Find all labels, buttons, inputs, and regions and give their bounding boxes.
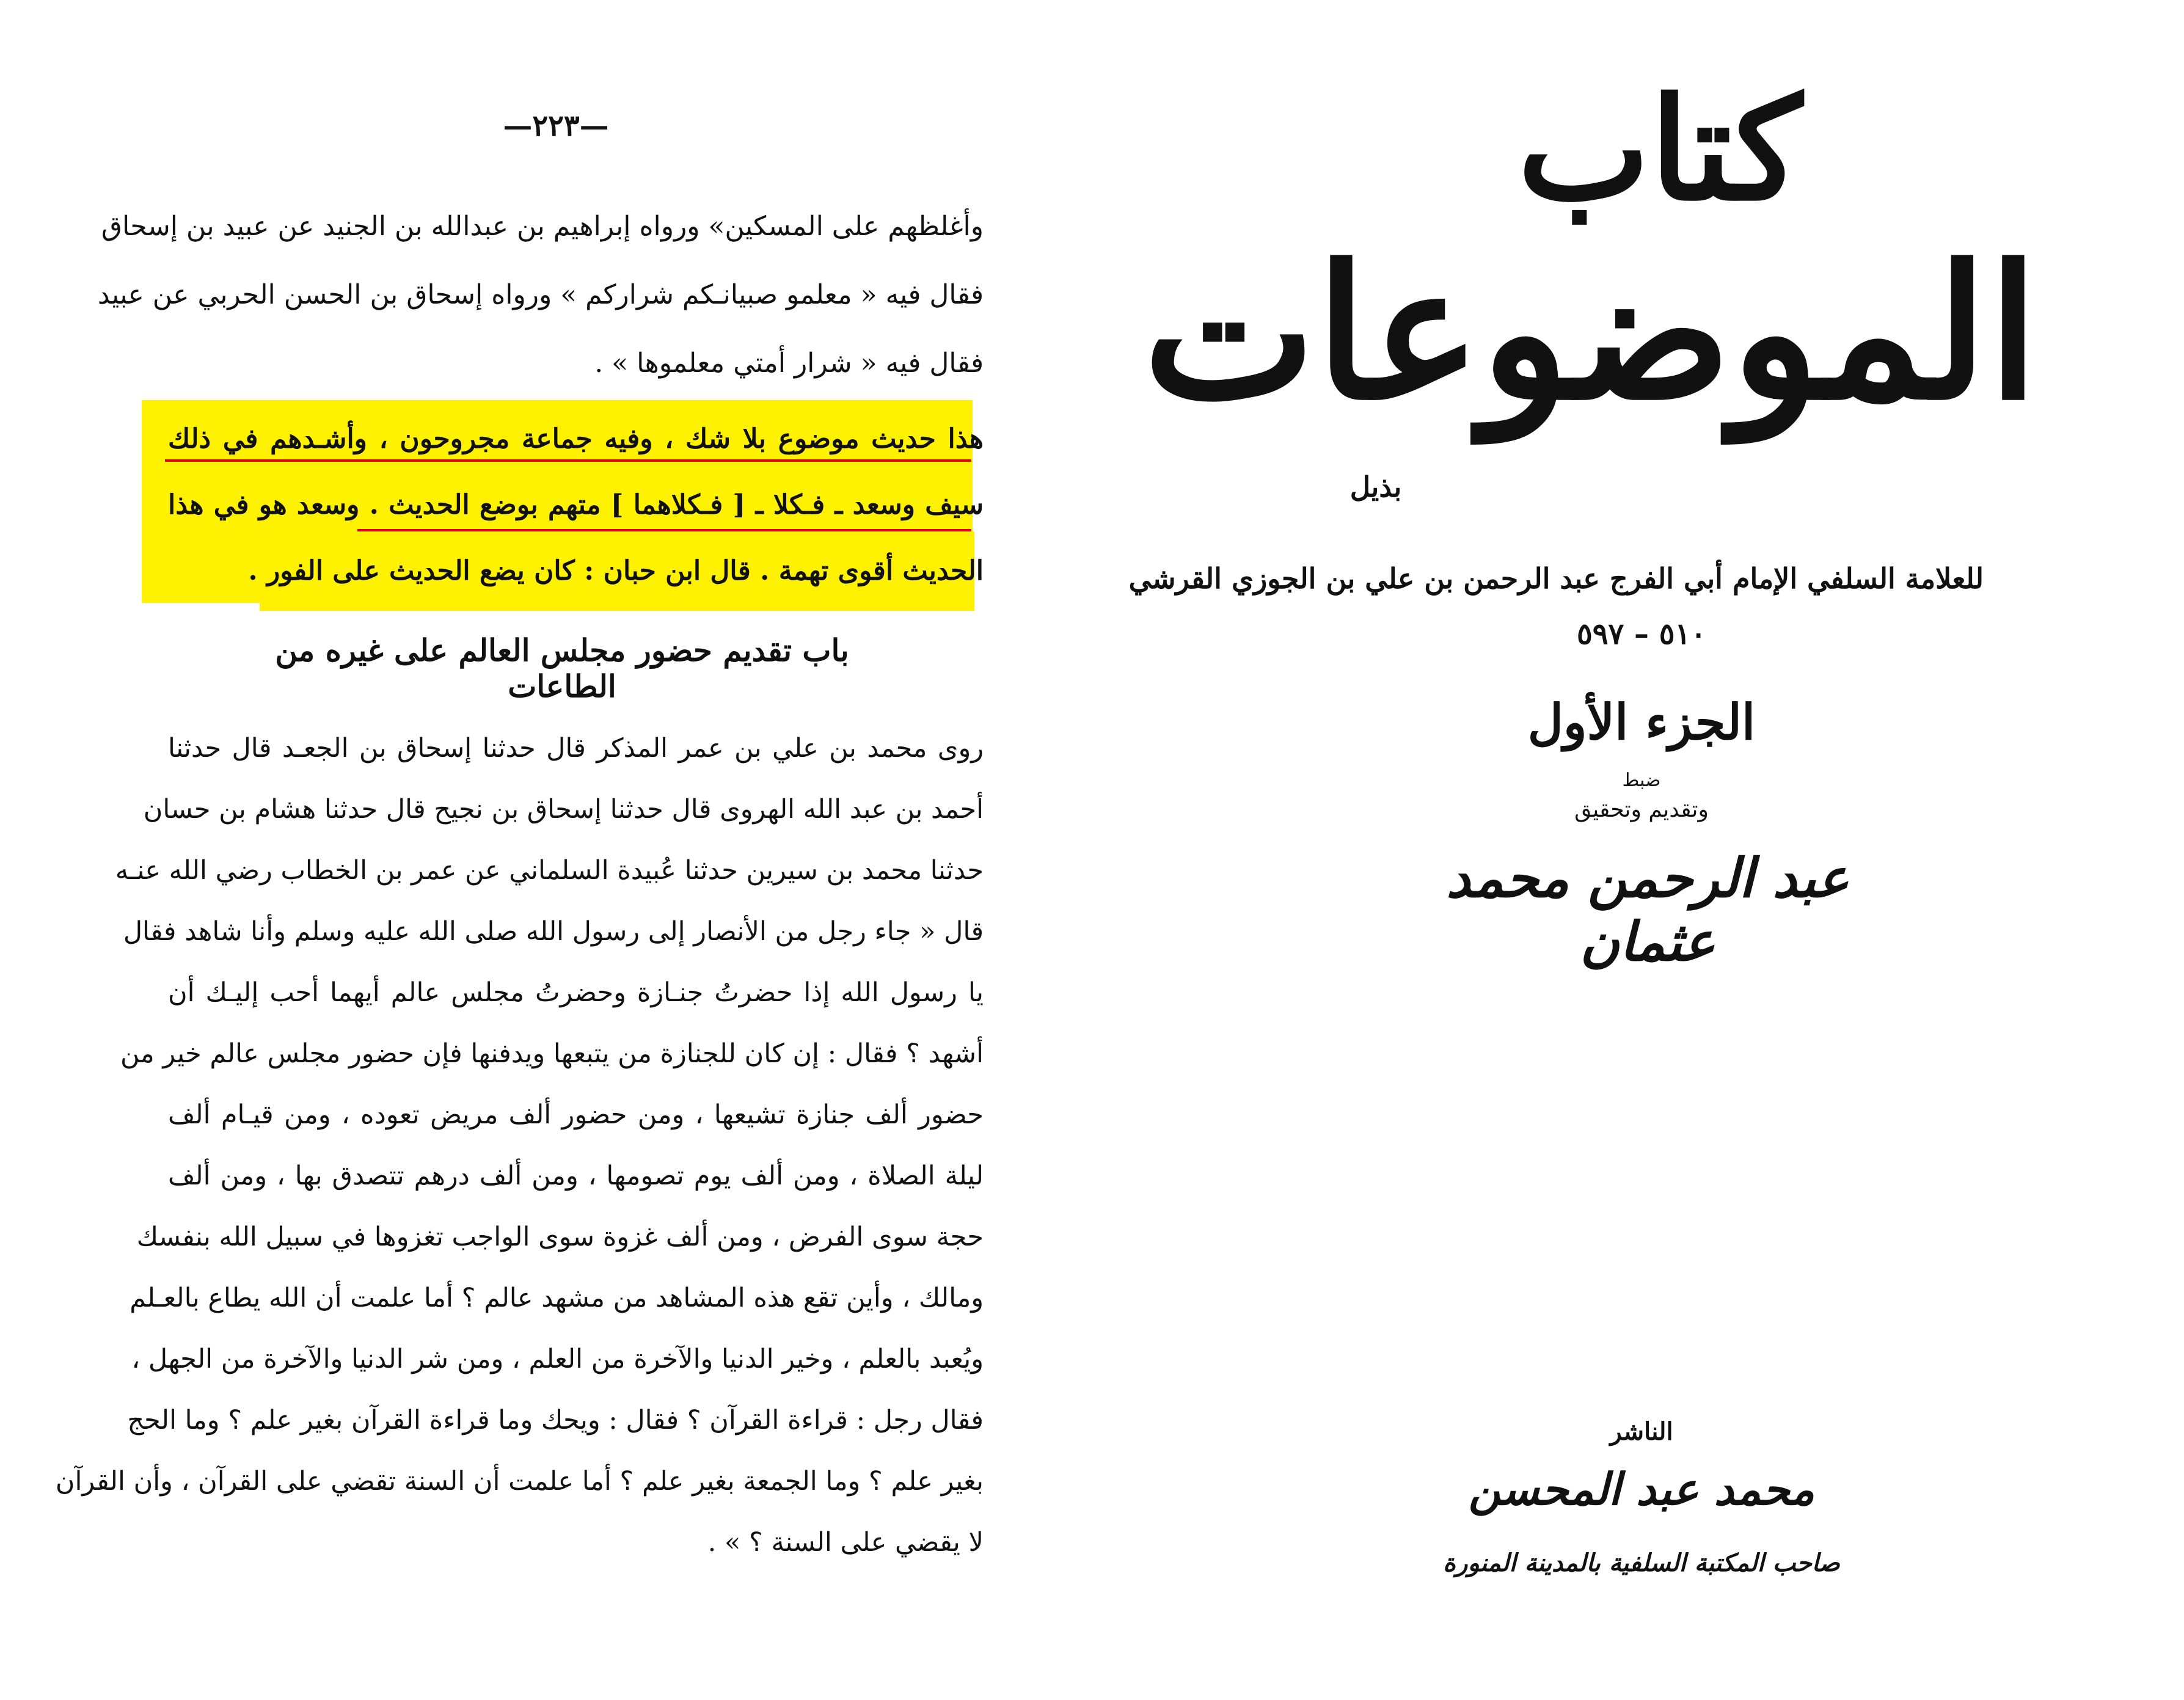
publisher-label: الناشر: [1610, 1417, 1673, 1446]
taqdim-label: وتقديم وتحقيق: [1574, 797, 1709, 822]
author-line: للعلامة السلفي الإمام أبي الفرج عبد الرحمن بن علي بن الجوزي القرشي: [1128, 562, 1984, 595]
body-line: بغير علم ؟ وما الجمعة بغير علم ؟ أما علمت أن السنة تقضي على القرآن ، وأن القرآن: [55, 1466, 984, 1497]
body-line: فقال رجل : قراءة القرآن ؟ فقال : ويحك وما قراءة القرآن بغير علم ؟ وما الحج: [127, 1405, 984, 1436]
body-line: لا يقضي على السنة ؟ » .: [707, 1527, 984, 1558]
body-paragraph: [55, 718, 984, 1573]
editor-name: عبد الرحمن محمد عثمان: [1446, 846, 1849, 973]
volume-label: الجزء الأول: [1527, 693, 1756, 751]
highlighted-line-3: الحديث أقوى تهمة . قال ابن حبان : كان يضع الحديث على الفور .: [248, 555, 984, 586]
body-line: أشهد ؟ فقال : إن كان للجنازة من يتبعها ويدفنها فإن حضور مجلس عالم خير من: [120, 1038, 984, 1069]
body-line: روى محمد بن علي بن عمر المذكر قال حدثنا إسحاق بن الجعـد قال حدثنا: [168, 733, 984, 764]
dabt-label: ضبط: [1622, 770, 1661, 791]
title-bidhayl: بذيل: [1349, 470, 1402, 503]
intro-line-3: فقال فيه « شرار أمتي معلموها » .: [594, 348, 984, 379]
page-number: —٢٢٣—: [503, 109, 609, 143]
body-line: قال « جاء رجل من الأنصار إلى رسول الله صلى الله عليه وسلم وأنا شاهد فقال: [123, 916, 984, 947]
book-title: الموضوعات: [1143, 225, 2039, 440]
body-line: أحمد بن عبد الله الهروى قال حدثنا إسحاق بن نجيح قال حدثنا هشام بن حسان: [143, 794, 984, 825]
highlighted-line-2: سيف وسعد ـ فـكلا ـ [ فـكلاهما ] متهم بوضع الحديث . وسعد هو في هذا: [168, 489, 984, 520]
author-dates: ٥١٠ – ٥٩٧: [1576, 617, 1707, 651]
intro-line-2: فقال فيه « معلمو صبيانـكم شراركم » ورواه إسحاق بن الحسن الحربي عن عبيد: [97, 279, 984, 310]
publisher-name: محمد عبد المحسن: [1468, 1463, 1815, 1515]
section-heading: باب تقديم حضور مجلس العالم على غيره من الطاعات: [275, 632, 849, 704]
body-line: حضور ألف جنازة تشيعها ، ومن حضور ألف مريض تعوده ، ومن قيـام ألف: [168, 1100, 984, 1130]
body-line: يا رسول الله إذا حضرتُ جنـازة وحضرتُ مجلس عالم أيهما أحب إليـك أن: [168, 977, 984, 1008]
highlighted-line-1: هذا حديث موضوع بلا شك ، وفيه جماعة مجروحون ، وأشـدهم في ذلك: [168, 423, 984, 454]
intro-paragraph: [97, 192, 984, 398]
body-line: حدثنا محمد بن سيرين حدثنا عُبيدة السلماني عن عمر بن الخطاب رضي الله عنـه: [115, 855, 984, 886]
highlighted-paragraph: [168, 406, 984, 604]
body-line: حجة سوى الفرض ، ومن ألف غزوة سوى الواجب تغزوها في سبيل الله بنفسك: [136, 1222, 984, 1252]
body-line: ليلة الصلاة ، ومن ألف يوم تصومها ، ومن ألف درهم تتصدق بها ، ومن ألف: [168, 1161, 984, 1191]
body-line: ويُعبد بالعلم ، وخير الدنيا والآخرة من العلم ، ومن شر الدنيا والآخرة من الجهل ،: [131, 1344, 984, 1374]
title-kitab: كتاب: [1517, 67, 1802, 232]
publisher-description: صاحب المكتبة السلفية بالمدينة المنورة: [1443, 1549, 1840, 1577]
body-line: ومالك ، وأين تقع هذه المشاهد من مشهد عالم ؟ أما علمت أن الله يطاع بالعـلم: [130, 1283, 984, 1313]
intro-line-1: وأغلظهم على المسكين» ورواه إبراهيم بن عبدالله بن الجنيد عن عبيد بن إسحاق: [101, 211, 984, 242]
title-page: [1092, 0, 2184, 1700]
